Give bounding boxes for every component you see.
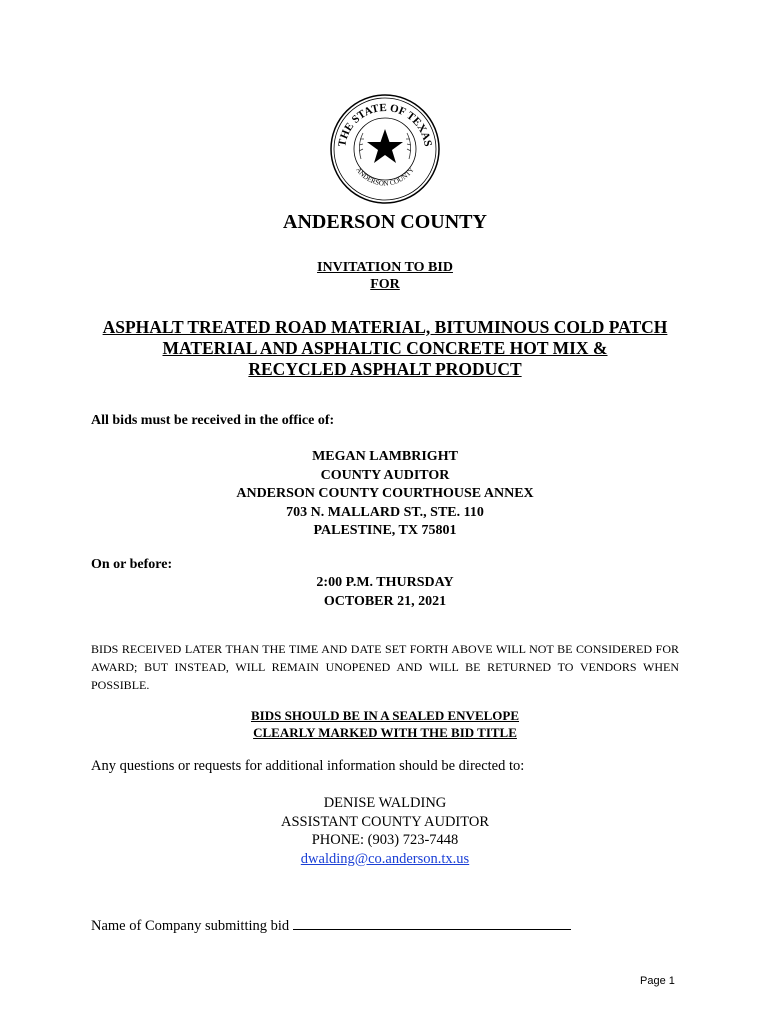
contact-phone: PHONE: (903) 723-7448 (311, 832, 459, 848)
invitation-for-line: FOR (370, 277, 400, 292)
company-name-field (91, 917, 571, 935)
page-number: Page 1 (640, 975, 675, 987)
seal-top-text: THE STATE OF TEXAS (336, 101, 434, 148)
county-title: ANDERSON COUNTY (283, 211, 487, 233)
office-name: ANDERSON COUNTY COURTHOUSE ANNEX (236, 486, 534, 501)
contact-email-link[interactable]: dwalding@co.anderson.tx.us (300, 850, 470, 867)
deadline-label: On or before: (91, 557, 173, 572)
contact-title: ASSISTANT COUNTY AUDITOR (280, 813, 490, 830)
submission-address (0, 448, 770, 541)
sealed-line-2: CLEARLY MARKED WITH THE BID TITLE (253, 725, 517, 740)
auditor-title: COUNTY AUDITOR (320, 467, 450, 483)
street-address: 703 N. MALLARD ST., STE. 110 (286, 504, 484, 520)
city-state-zip: PALESTINE, TX 75801 (313, 523, 457, 538)
svg-text:ANDERSON COUNTY (354, 166, 415, 188)
company-name-label: Name of Company submitting bid (91, 918, 290, 934)
texas-county-seal-icon (329, 93, 441, 205)
invitation-line: INVITATION TO BID (317, 260, 453, 275)
contact-name: DENISE WALDING (323, 795, 447, 811)
deadline-time: 2:00 P.M. THURSDAY (316, 575, 454, 590)
deadline-date: OCTOBER 21, 2021 (323, 593, 447, 609)
bid-title-line-3: RECYCLED ASPHALT PRODUCT (248, 359, 522, 379)
bid-title (0, 317, 770, 380)
bid-title-line-2: MATERIAL AND ASPHALTIC CONCRETE HOT MIX & (162, 338, 608, 358)
contact-block (0, 794, 770, 868)
seal-bottom-text: ANDERSON COUNTY (354, 165, 416, 188)
questions-text: Any questions or requests for additional information should be directed to: (91, 758, 525, 774)
bid-title-line-1: ASPHALT TREATED ROAD MATERIAL, BITUMINOUS COLD PATCH (102, 317, 668, 337)
submission-intro: All bids must be received in the office of: (91, 413, 335, 428)
company-name-blank[interactable] (293, 917, 571, 930)
deadline (0, 574, 770, 611)
auditor-name: MEGAN LAMBRIGHT (312, 449, 458, 464)
sealed-envelope-instruction (0, 707, 770, 741)
late-bid-notice: BIDS RECEIVED LATER THAN THE TIME AND DATE SET FORTH ABOVE WILL NOT BE CONSIDERED FOR AWARD; BUT INSTEAD, WILL REMAIN UNOPENED AND WILL BE RETURNED TO VENDORS WHEN POSSIBLE. (91, 642, 679, 692)
sealed-line-1: BIDS SHOULD BE IN A SEALED ENVELOPE (250, 708, 520, 723)
invitation-heading (0, 259, 770, 293)
